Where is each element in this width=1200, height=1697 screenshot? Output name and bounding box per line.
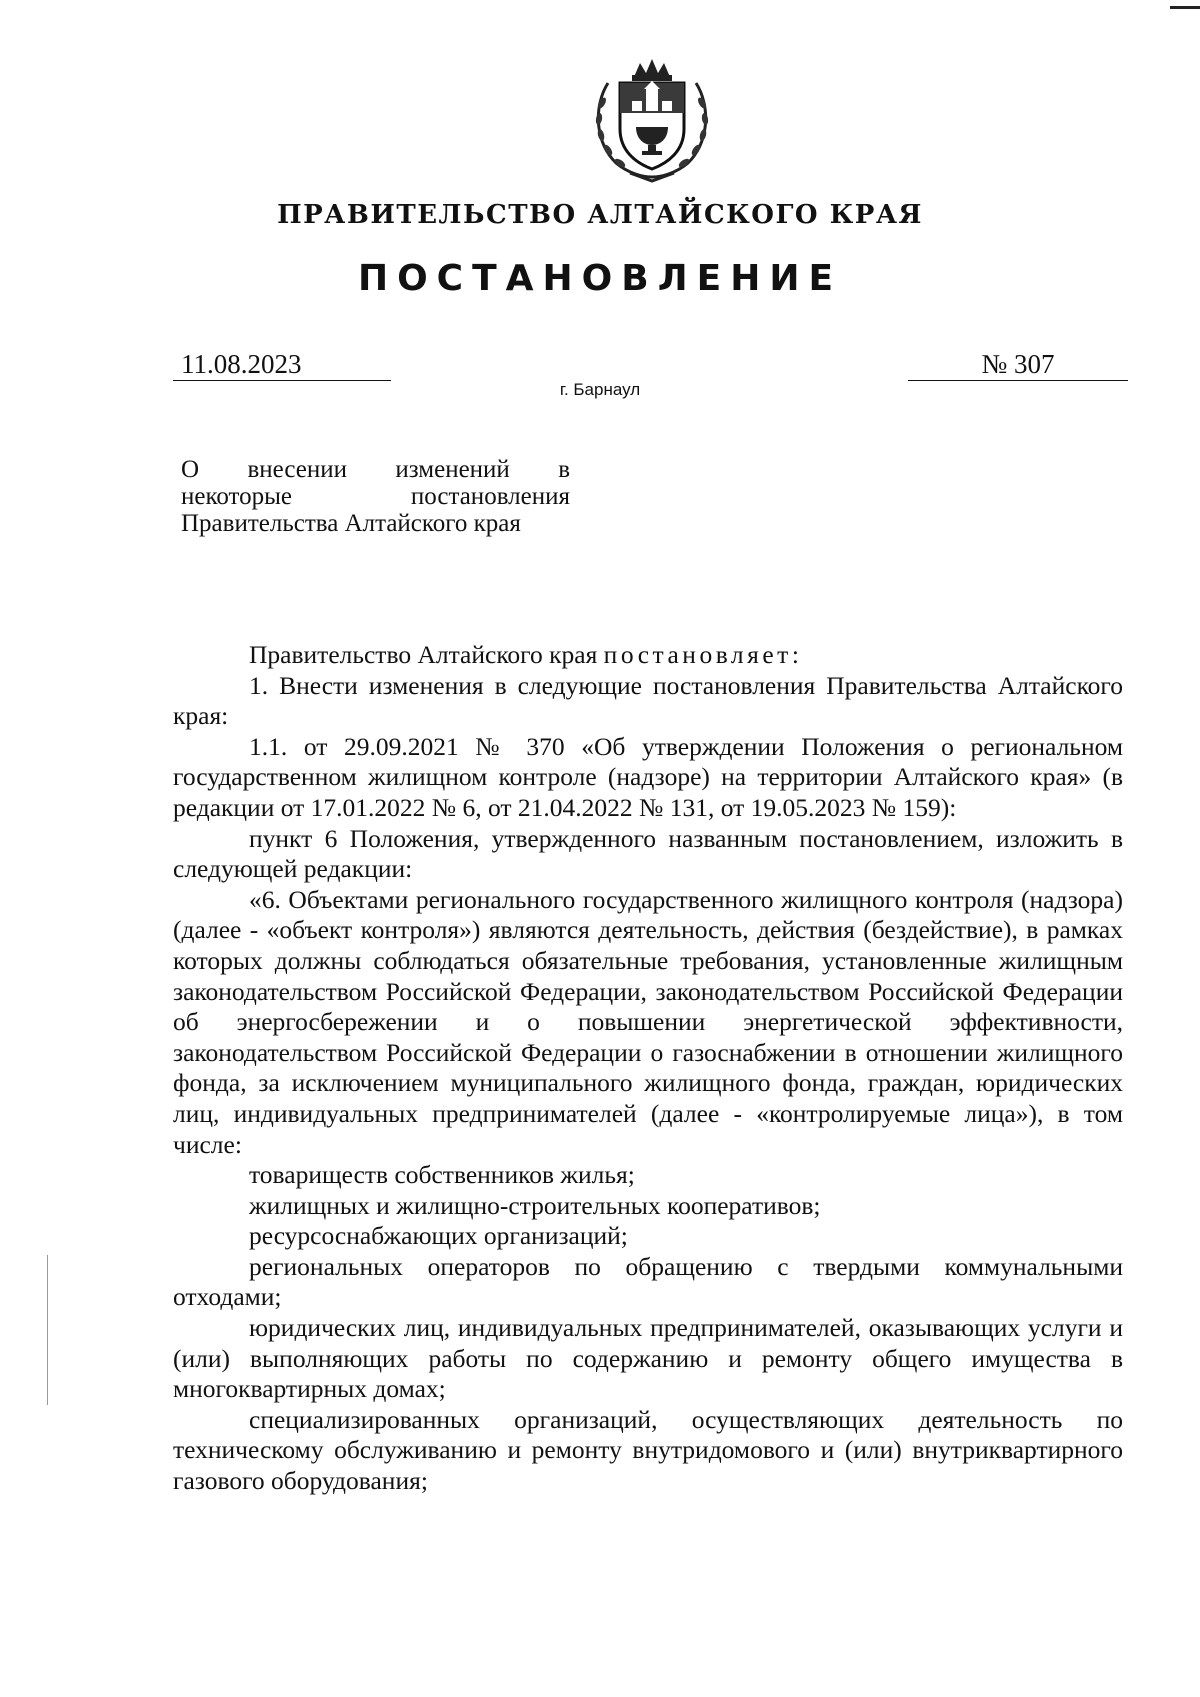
organization-title: ПРАВИТЕЛЬСТВО АЛТАЙСКОГО КРАЯ [277, 200, 923, 230]
body-list-item: юридических лиц, индивидуальных предпринимателей, оказывающих услуги и (или) выполняющих работы по содержанию и ремонту общего имущества в многоквартирных домах; [173, 1313, 1123, 1404]
body-paragraph: 1.1. от 29.09.2021 № 370 «Об утверждении Положения о региональном государственном жилищном контроле (надзоре) на территории Алтайского края» (в редакции от 17.01.2022 № 6, от 21.04.2022 № 131, от 19.05.2023 № 159): [173, 731, 1123, 822]
body-list-item: жилищных и жилищно-строительных кооперативов; [249, 1190, 821, 1220]
intro-decree-word: постановляет [603, 640, 792, 669]
document-city: г. Барнаул [559, 380, 641, 399]
subject-line: некоторые постановления [181, 483, 570, 510]
body-paragraph: 1. Внести изменения в следующие постановления Правительства Алтайского края: [173, 670, 1123, 731]
body-list-item: региональных операторов по обращению с твердыми коммунальными отходами; [173, 1251, 1123, 1312]
body-paragraph: пункт 6 Положения, утвержденного названным постановлением, изложить в следующей редакции: [173, 823, 1123, 884]
intro-prefix: Правительство Алтайского края [249, 640, 604, 669]
body-list-item: специализированных организаций, осуществляющих деятельность по техническому обслуживанию и ремонту внутридомового и (или) внутриквартирного газового оборудования; [173, 1404, 1123, 1496]
document-type-heading: ПОСТАНОВЛЕНИЕ [357, 258, 843, 299]
document-number: № 307 [908, 348, 1128, 381]
subject-line: О внесении изменений в [181, 456, 570, 483]
body-paragraph: «6. Объектами регионального государственного жилищного контроля (надзора) (далее - «объект контроля») являются деятельность, действия (бездействие), в рамках которых должны соблюдаться обязательные требования, установленные жилищным законодательством Российской Федерации, законодательством Российской Федерации об энергосбережении и о повышении энергетической эффективности, законодательством Российской Федерации о газоснабжении в отношении жилищного фонда, за исключением муниципального жилищного фонда, граждан, юридических лиц, индивидуальных предпринимателей (далее - «контролируемые лица»), в том числе: [173, 884, 1123, 1159]
scan-edge-mark [1170, 6, 1200, 9]
subject-line: Правительства Алтайского края [181, 510, 521, 537]
scan-margin-mark [47, 1255, 48, 1405]
document-date: 11.08.2023 [173, 348, 391, 381]
body-list-item: ресурсоснабжающих организаций; [249, 1221, 628, 1251]
intro-suffix: : [791, 640, 799, 669]
body-list-item: товариществ собственников жилья; [249, 1160, 635, 1190]
document-subject [181, 456, 570, 537]
body-intro [173, 640, 1123, 671]
altai-krai-coat-of-arms-icon [590, 55, 714, 183]
document-body [173, 640, 1123, 1497]
